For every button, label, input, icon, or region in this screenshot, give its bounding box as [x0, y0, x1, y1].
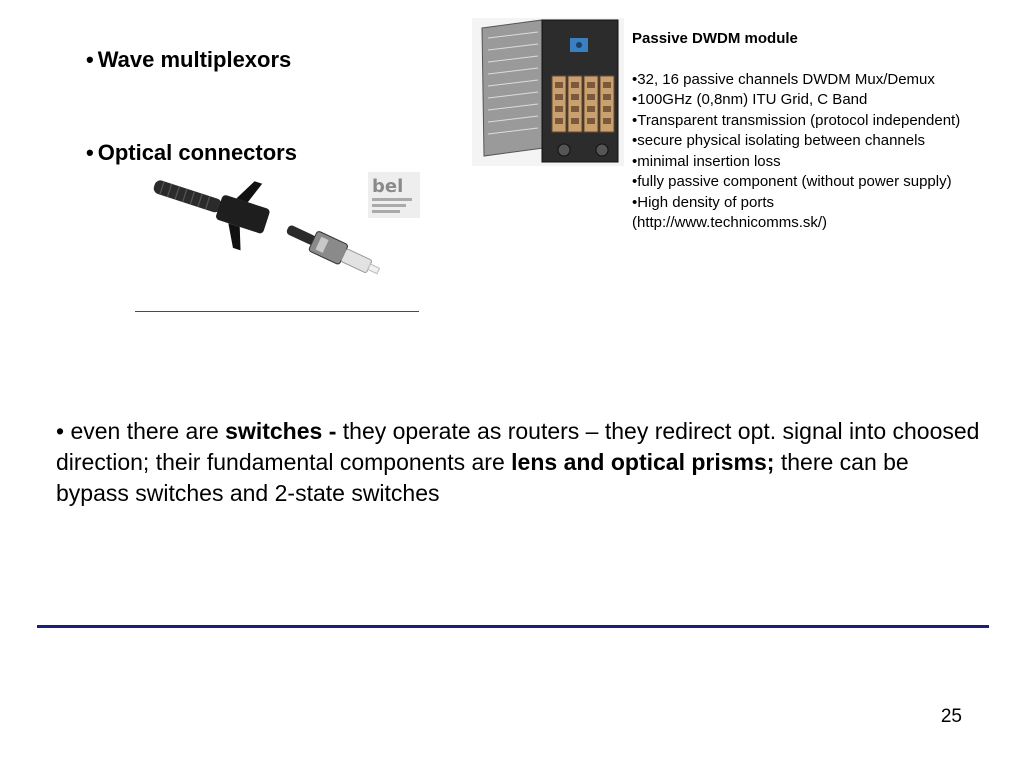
paragraph-tail: there can be bypass switches and 2-state switches — [56, 449, 909, 506]
module-spec-item: • 100GHz (0,8nm) ITU Grid, C Band — [632, 90, 1022, 111]
optical-connectors-image — [140, 170, 422, 310]
module-spec-item: • High density of ports — [632, 193, 1022, 214]
bel-logo: bel — [372, 176, 404, 197]
bullet-optical-connectors — [86, 140, 297, 166]
bullet-wave-multiplexors — [86, 47, 291, 73]
module-spec-item: • secure physical isolating between channels — [632, 131, 1022, 152]
paragraph-bold-switches: switches - — [225, 418, 343, 444]
module-spec-item: • 32, 16 passive channels DWDM Mux/Demux — [632, 70, 1022, 91]
paragraph-bold-lens: lens and optical prisms; — [511, 449, 775, 475]
bullet-dot: • — [86, 140, 94, 165]
switches-paragraph — [56, 416, 986, 509]
module-spec-item: • fully passive component (without power supply) — [632, 172, 1022, 193]
dwdm-module-description — [632, 29, 1022, 234]
dwdm-module-image — [472, 18, 624, 166]
bullet-dot: • — [86, 47, 94, 72]
paragraph-middle: they operate as routers – they redirect opt. signal into choosed direction; their fundamental components are — [56, 418, 980, 475]
page-number: 25 — [940, 706, 962, 727]
module-source-url: (http://www.technicomms.sk/) — [632, 214, 828, 231]
wave-multiplexors-label: Wave multiplexors — [97, 47, 292, 72]
module-spec-item: • minimal insertion loss — [632, 152, 1022, 173]
paragraph-lead: • even there are — [56, 418, 226, 444]
image-underline — [135, 311, 419, 312]
module-title: Passive DWDM module — [632, 30, 798, 47]
optical-connectors-label: Optical connectors — [97, 140, 297, 165]
module-spec-item: • Transparent transmission (protocol independent) — [632, 111, 1022, 132]
footer-divider — [37, 625, 989, 628]
